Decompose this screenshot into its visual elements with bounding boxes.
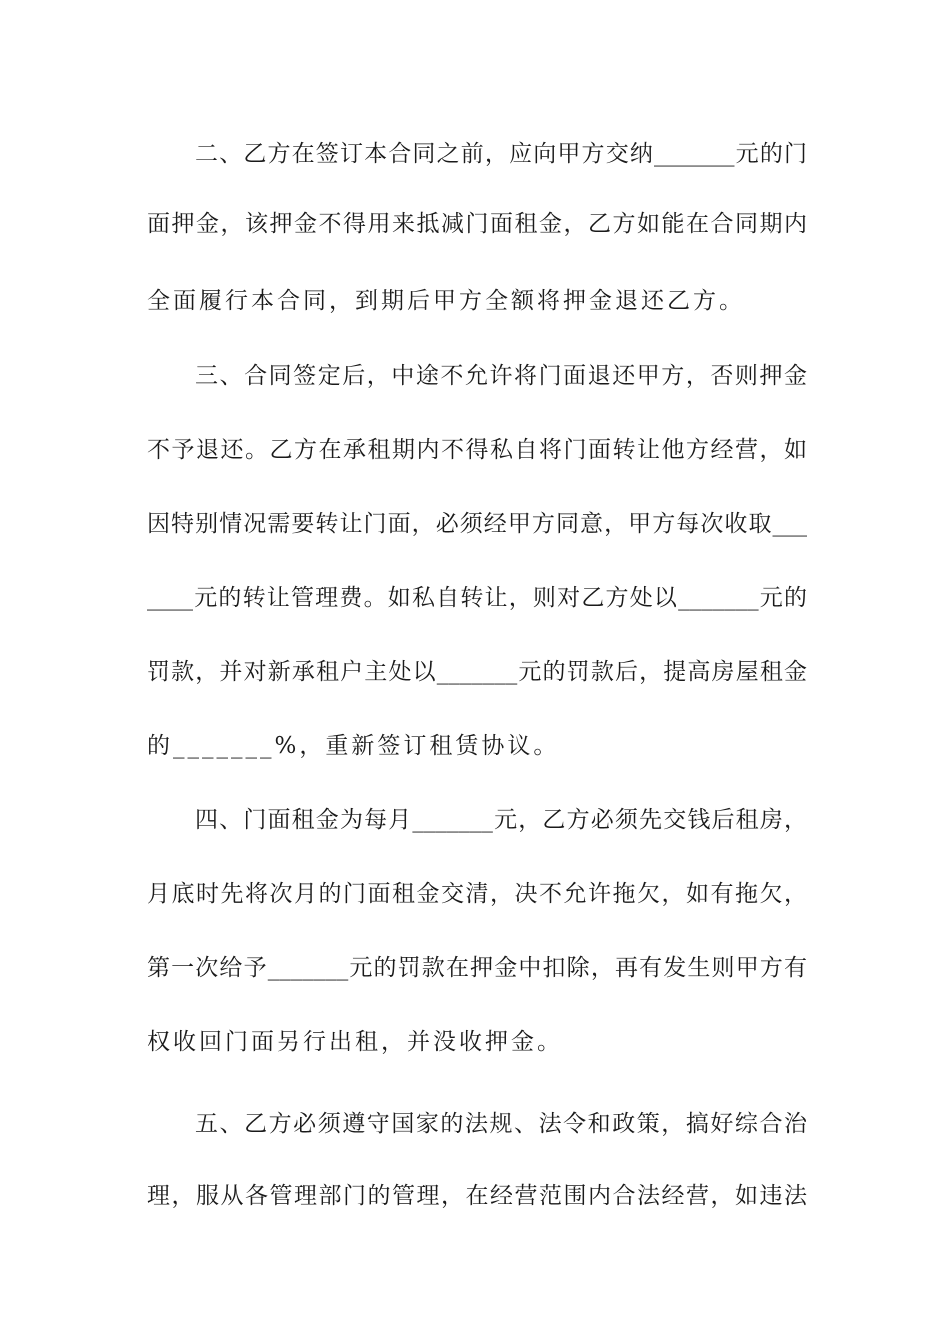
text-line: 面押金，该押金不得用来抵减门面租金，乙方如能在合同期内 — [147, 211, 807, 237]
text-line: 因特别情况需要转让门面，必须经甲方同意，甲方每次收取___ — [147, 511, 807, 537]
text-line: 理，服从各管理部门的管理，在经营范围内合法经营，如违法 — [147, 1183, 807, 1209]
text-line: 三、合同签定后，中途不允许将门面退还甲方，否则押金 — [195, 363, 807, 389]
text-line: 五、乙方必须遵守国家的法规、法令和政策，搞好综合治 — [195, 1111, 807, 1137]
text-line: 二、乙方在签订本合同之前，应向甲方交纳_______元的门 — [195, 141, 807, 167]
text-line: ____元的转让管理费。如私自转让，则对乙方处以_______元的 — [147, 585, 807, 611]
text-line: 的_______%，重新签订租赁协议。 — [147, 733, 560, 759]
text-line: 权收回门面另行出租，并没收押金。 — [147, 1029, 563, 1055]
text-line: 四、门面租金为每月_______元，乙方必须先交钱后租房， — [195, 807, 807, 833]
text-line: 不予退还。乙方在承租期内不得私自将门面转让他方经营，如 — [147, 437, 807, 463]
text-line: 全面履行本合同，到期后甲方全额将押金退还乙方。 — [147, 288, 745, 314]
text-line: 月底时先将次月的门面租金交清，决不允许拖欠，如有拖欠， — [147, 881, 807, 907]
text-line: 罚款，并对新承租户主处以_______元的罚款后，提高房屋租金 — [147, 659, 807, 685]
text-line: 第一次给予_______元的罚款在押金中扣除，再有发生则甲方有 — [147, 955, 807, 981]
